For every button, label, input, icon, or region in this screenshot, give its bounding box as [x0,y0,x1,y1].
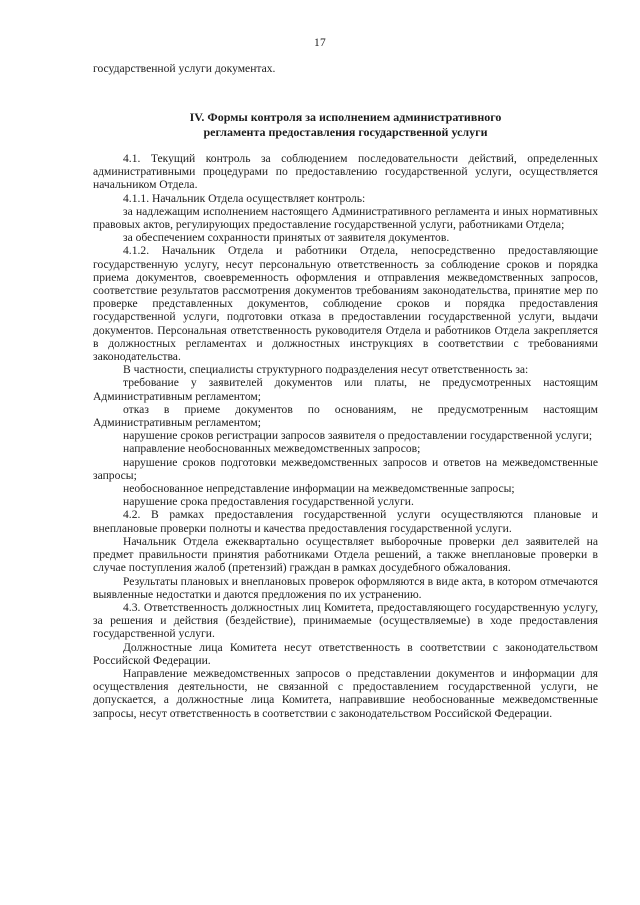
paragraph-4-1-1: 4.1.1. Начальник Отдела осуществляет контроль: [123,191,366,205]
paragraph-officials-liability: Должностные лица Комитета несут ответственность в соответствии с законодательством Российской Федерации. [93,640,598,667]
paragraph-responsibility-item: необоснованное непредставление информации на межведомственные запросы; [123,482,515,496]
paragraph-responsibility-item: отказ в приеме документов по основаниям, не предусмотренным настоящим Административным регламентом; [93,402,598,430]
paragraph-interagency-requests: Направление межведомственных запросов о представлении документов и информации для осуществления деятельности, не связанной с предоставлением государственной услуги, не допускается, а должностные лица Комитета, направившие необоснованные межведомственные запросы, несут ответственность в соответствии с законодательством Российской Федерации. [93,666,598,720]
paragraph-inspection-results: Результаты плановых и внеплановых проверок оформляются в виде акта, в котором отмечаются выявленные недостатки и даются предложения по их устранению. [93,574,598,601]
paragraph-responsibility-item: нарушение срока предоставления государственной услуги. [123,495,414,509]
paragraph-4-1-2: 4.1.2. Начальник Отдела и работники Отдела, непосредственно предоставляющие государственную услугу, несут персональную ответственность за соблюдение сроков и порядка приема документов, своевременность оформления и отправления межведомственных запросов, соответствие результатов рассмотрения документов требованиям законодательства, принятие мер по проверке представленных документов, соблюдение сроков и порядка предоставления государственной услуги, подготовки отказа в предоставлении государственной услуги, выдачи документов. Персональная ответственность руководителя Отдела и работников Отдела закрепляется в должностных регламентах и должностных инструкциях в соответствии с требованиями законодательства. [93,244,598,364]
paragraph-4-1: 4.1. Текущий контроль за соблюдением последовательности действий, определенных административными процедурами по предоставлению государственной услуги, осуществляется начальником Отдела. [93,152,598,192]
section-heading [93,110,598,139]
paragraph-4-3: 4.3. Ответственность должностных лиц Комитета, предоставляющего государственную услугу, за решения и действия (бездействие), принимаемые (осуществляемые) в ходе предоставления государственной услуги. [93,600,598,641]
section-body [93,152,598,720]
continuation-line: государственной услуги документах. [93,62,276,75]
paragraph-responsibility-item: направление необоснованных межведомственных запросов; [123,442,421,456]
paragraph-responsibility-item: нарушение сроков подготовки межведомственных запросов и ответов на межведомственные запросы; [93,455,598,482]
paragraph-control-item: за обеспечением сохранности принятых от заявителя документов. [123,231,450,245]
paragraph-responsibility-item: требование у заявителей документов или платы, не предусмотренных настоящим Административным регламентом; [93,376,598,403]
section-heading-line-2: регламента предоставления государственной услуги [203,124,488,139]
section-heading-line-1: IV. Формы контроля за исполнением административного [189,110,502,124]
paragraph-responsibility-intro: В частности, специалисты структурного подразделения несут ответственность за: [123,363,529,377]
paragraph-4-2: 4.2. В рамках предоставления государственной услуги осуществляются плановые и внеплановые проверки полноты и качества предоставления государственной услуги. [93,508,598,535]
paragraph-inspections: Начальник Отдела ежеквартально осуществляет выборочные проверки дел заявителей на предмет правильности принятия работниками Отдела решений, а также внеплановые проверки в случае поступления жалоб (претензий) граждан в рамках досудебного обжалования. [93,534,598,575]
page-number: 17 [314,37,326,49]
paragraph-responsibility-item: нарушение сроков регистрации запросов заявителя о предоставлении государственной услуги; [123,429,593,443]
paragraph-control-item: за надлежащим исполнением настоящего Административного регламента и иных нормативных правовых актов, регулирующих предоставление государственной услуги, работниками Отдела; [93,204,598,232]
